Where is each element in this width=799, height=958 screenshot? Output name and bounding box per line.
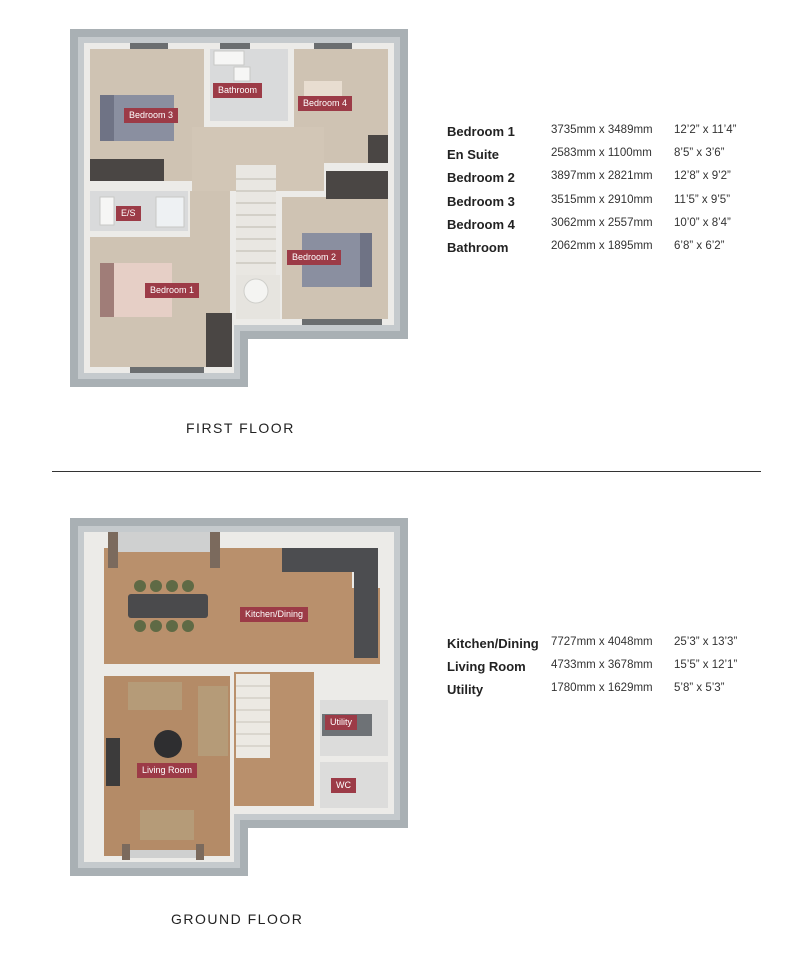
room-name: Bedroom 2: [447, 170, 515, 186]
room-metric: 3515mm x 2910mm: [551, 193, 653, 206]
room-metric: 3897mm x 2821mm: [551, 170, 653, 183]
ground-floor-plan: [70, 518, 408, 876]
first-floor-title: FIRST FLOOR: [186, 420, 295, 436]
room-imperial: 11’5” x 9’5”: [674, 193, 731, 206]
room-imperial: 8’5” x 3’6”: [674, 147, 725, 160]
room-label-wc: WC: [331, 778, 356, 793]
room-metric: 3735mm x 3489mm: [551, 124, 653, 136]
room-label-bathroom: Bathroom: [213, 83, 262, 98]
room-metric: 2583mm x 1100mm: [551, 147, 652, 160]
room-name: Bedroom 1: [447, 124, 515, 139]
room-label-bedroom-4: Bedroom 4: [298, 96, 352, 111]
room-label-bedroom-3: Bedroom 3: [124, 108, 178, 123]
room-imperial: 12’2” x 11’4”: [674, 124, 737, 136]
room-imperial: 6’8” x 6’2”: [674, 239, 725, 252]
room-label-bedroom-2: Bedroom 2: [287, 250, 341, 265]
room-name: Utility: [447, 682, 484, 698]
room-imperial: 12’8” x 9’2”: [674, 170, 731, 183]
room-imperial: 15’5” x 12’1”: [674, 659, 738, 672]
room-name: Bedroom 3: [447, 193, 515, 209]
room-metric: 2062mm x 1895mm: [551, 239, 653, 252]
room-name: Bedroom 4: [447, 216, 515, 232]
room-label-living-room: Living Room: [137, 763, 197, 778]
room-imperial: 10’0” x 8’4”: [674, 216, 731, 229]
room-imperial: 25’3” x 13’3”: [674, 636, 738, 648]
ground-floor-drawing: [70, 518, 408, 876]
room-label-utility: Utility: [325, 715, 357, 730]
room-name: En Suite: [447, 147, 500, 163]
room-label-en-suite: E/S: [116, 206, 141, 221]
room-name: Bathroom: [447, 239, 509, 255]
room-metric: 1780mm x 1629mm: [551, 682, 653, 695]
room-metric: 4733mm x 3678mm: [551, 659, 653, 672]
room-name: Living Room: [447, 659, 526, 675]
room-metric: 3062mm x 2557mm: [551, 216, 653, 229]
room-label-bedroom-1: Bedroom 1: [145, 283, 199, 298]
room-imperial: 5’8” x 5’3”: [674, 682, 725, 695]
room-label-kitchen-dining: Kitchen/Dining: [240, 607, 308, 622]
floor-divider: [52, 471, 761, 472]
room-metric: 7727mm x 4048mm: [551, 636, 653, 648]
ground-floor-title: GROUND FLOOR: [171, 911, 304, 927]
room-name: Kitchen/Dining: [447, 636, 539, 651]
